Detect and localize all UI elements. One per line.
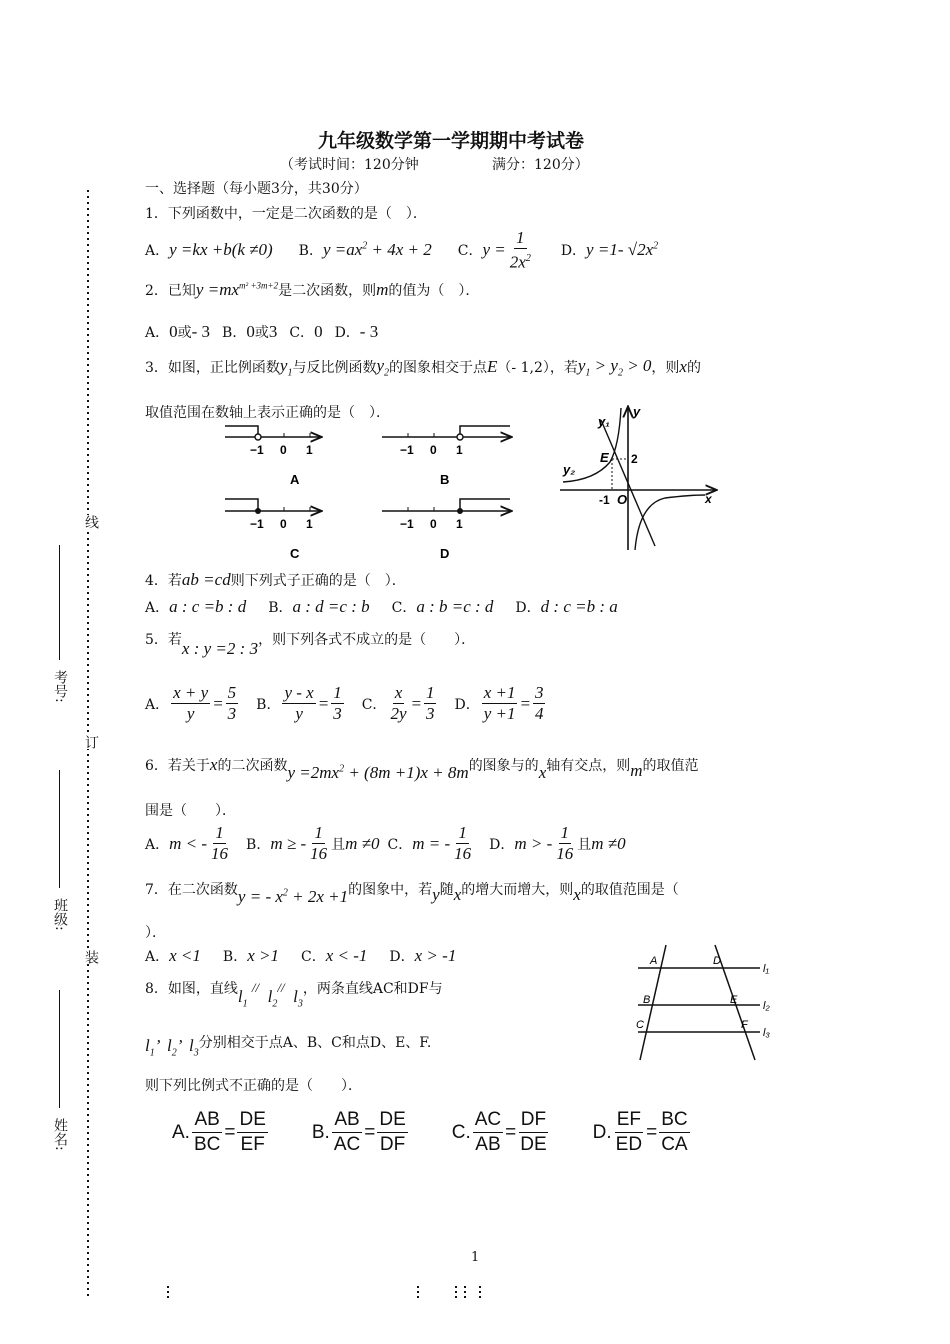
q4-option-c[interactable]: a : b =c : d xyxy=(416,597,494,616)
q6-var-m: m xyxy=(630,761,643,780)
q8-option-d-label: D. xyxy=(592,1121,612,1143)
banji-field[interactable] xyxy=(59,770,60,888)
q2-option-a-label: A． xyxy=(145,325,170,341)
q3-c-tick-1: 1 xyxy=(306,517,313,531)
q3-d-tick-0: 0 xyxy=(430,517,437,531)
q7-options xyxy=(145,946,456,966)
q8-option-c-label: C. xyxy=(451,1121,471,1143)
q3-var-x: x xyxy=(679,357,687,376)
q3-number-line-c[interactable] xyxy=(225,499,320,561)
q6-option-c[interactable]: m = - $\frac{1}{16}$ xyxy=(412,823,472,863)
q6-option-d-label: D． xyxy=(489,836,515,853)
q3-b-tick-1: 1 xyxy=(456,443,463,457)
q5-option-b[interactable]: $\frac{y - x}{y}$ = $\frac{1}{3}$ xyxy=(284,683,342,723)
q3-graph-origin-label: O xyxy=(617,492,628,507)
q4-post: 则下列式子正确的是（ ）． xyxy=(230,573,406,589)
q1-option-c-label: C． xyxy=(457,243,483,259)
q5-option-d[interactable]: $\frac{x +1}{y +1}$ = $\frac{3}{4}$ xyxy=(483,683,544,723)
q8-stem-line3: 则下列比例式不正确的是（ ）． xyxy=(145,1078,362,1094)
q8-label-l3: l₃ xyxy=(763,1027,770,1039)
q8-pre: 8．如图，直线 xyxy=(145,981,238,997)
q2-option-c-label: C． xyxy=(289,325,315,341)
q3-number-line-d[interactable] xyxy=(382,499,510,561)
q4-condition: ab =cd xyxy=(181,570,231,589)
q6-var-x2: x xyxy=(538,763,547,782)
q6-option-b[interactable]: m ≥ - $\frac{1}{16}$ xyxy=(270,823,328,863)
q5-options xyxy=(145,683,547,724)
q8-label-e: E xyxy=(730,994,738,1006)
q7-option-d[interactable]: x > -1 xyxy=(414,946,457,965)
xingming-label: 姓名: xyxy=(52,1118,68,1151)
q1-option-d-label: D． xyxy=(560,243,587,259)
q8-options xyxy=(172,1108,692,1157)
q2-option-a-or: 或 xyxy=(177,325,192,341)
q2-option-d[interactable]: - 3 xyxy=(359,322,379,341)
q8-post: ，两条直线AC和DF与 xyxy=(302,981,443,997)
q8-option-b-label: B. xyxy=(311,1121,330,1143)
q6-option-b-cond: m ≠0 xyxy=(345,833,380,853)
q4-option-b[interactable]: a : d =c : b xyxy=(292,597,370,616)
page-title: 九年级数学第一学期期中考试卷 xyxy=(318,130,585,152)
q1-options xyxy=(145,228,658,272)
q7-var-x: x xyxy=(453,885,462,904)
q5-stem xyxy=(145,622,475,656)
q7-option-c[interactable]: x < -1 xyxy=(325,946,368,965)
q3-graph-neg1-label: -1 xyxy=(599,493,610,507)
q3-number-line-options xyxy=(220,420,530,568)
q2-post: 的值为（ ）． xyxy=(388,283,480,299)
q3-y1: $y_1$ xyxy=(279,355,293,379)
q7-option-d-label: D． xyxy=(389,949,415,965)
q8-label-d: D xyxy=(713,955,721,967)
q3-number-line-b[interactable] xyxy=(382,426,510,487)
q8-label-c: C xyxy=(636,1019,644,1031)
q7-stem xyxy=(145,874,679,904)
q3-b-label: B xyxy=(440,472,450,487)
q1-option-d[interactable]: y =1- $√2x^2$ xyxy=(586,240,659,259)
q2-stem xyxy=(145,280,479,300)
q8-figure xyxy=(630,940,780,1065)
q7-option-b[interactable]: x >1 xyxy=(247,946,279,965)
q3-graph-y1-label: y₁ xyxy=(598,414,610,429)
q7-option-a-label: A． xyxy=(145,949,170,965)
q7-function: y = - $x^2 + 2x +1$ xyxy=(237,887,349,906)
q7-mid3: 的增大而增大，则 xyxy=(461,882,574,898)
q2-option-b[interactable]: 3 xyxy=(268,322,278,341)
q8-label-l1: l₁ xyxy=(763,963,769,975)
q1-option-a[interactable]: y =kx +b(k ≠0) xyxy=(169,240,273,259)
q3-b-tick-neg1: −1 xyxy=(400,443,414,457)
q6-var-x: x xyxy=(209,755,218,774)
q8-label-b: B xyxy=(643,994,651,1006)
q6-option-c-label: C． xyxy=(387,836,413,853)
q1-option-a-label: A． xyxy=(145,243,170,259)
q2-option-b-label: B． xyxy=(222,325,247,341)
q6-option-a[interactable]: m < - $\frac{1}{16}$ xyxy=(169,823,229,863)
q7-option-c-label: C． xyxy=(300,949,326,965)
q4-options xyxy=(145,597,618,617)
exam-score: 满分：120分） xyxy=(492,157,589,173)
q7-post: 的取值范围是（ xyxy=(580,882,679,898)
q7-stem-line2: ）． xyxy=(145,925,166,941)
q8-stem-line2: 分别相交于点A、B、C和点D、E、F. xyxy=(198,1035,432,1051)
q3-post: 的 xyxy=(686,360,701,376)
q8-parallel-lines: $l_1$ // $l_2^{//}$ $l_3$ xyxy=(237,979,303,1010)
bottom-dotted-marks xyxy=(160,1284,500,1304)
q3-stem-line2: 取值范围在数轴上表示正确的是（ ）． xyxy=(145,405,390,421)
q4-pre: 4．若 xyxy=(145,573,182,589)
q3-d-tick-1: 1 xyxy=(456,517,463,531)
q3-d-tick-neg1: −1 xyxy=(400,517,414,531)
kaohao-field[interactable] xyxy=(59,545,60,660)
q3-graph-y-label: y xyxy=(633,404,641,419)
section-heading: 一、选择题（每小题3分，共30分） xyxy=(145,181,368,197)
q4-option-c-label: C． xyxy=(391,600,417,616)
q8-option-b[interactable]: $\frac{AB}{AC}$ = $\frac{DE}{DF}$ xyxy=(333,1109,406,1155)
q1-option-c[interactable]: y = $\frac{1}{2x^2}$ xyxy=(482,227,531,272)
q6-stem xyxy=(145,750,699,780)
kaohao-label: 考号: xyxy=(52,670,68,703)
q3-d-label: D xyxy=(440,546,450,561)
q5-option-d-label: D． xyxy=(454,696,480,713)
q2-option-c[interactable]: 0 xyxy=(314,322,323,341)
q7-option-b-label: B． xyxy=(222,949,248,965)
q2-function: $y =mx^{m^2 +3m+2}$ xyxy=(195,280,279,299)
binding-label-zhuang: 装 xyxy=(83,950,99,964)
q4-option-a[interactable]: a : c =b : d xyxy=(169,597,247,616)
q3-function-graph xyxy=(555,400,725,555)
q7-mid1: 的图象中，若 xyxy=(348,882,433,898)
q3-graph-e-label: E xyxy=(600,450,609,465)
q8-stem xyxy=(145,970,443,1010)
q7-var-x2: x xyxy=(573,885,581,904)
page-number: 1 xyxy=(471,1250,480,1265)
q2-option-d-label: D． xyxy=(334,325,360,341)
q6-function: $y =2mx^2 + (8m +1)x + 8m$ xyxy=(287,763,469,782)
q3-c-tick-neg1: −1 xyxy=(250,517,264,531)
q2-option-b-or: 或 xyxy=(254,325,269,341)
q8-lines-list: $l_1$’ $l_2$’ $l_3$ xyxy=(145,1035,199,1059)
q3-a-tick-1: 1 xyxy=(306,443,313,457)
q8-option-c[interactable]: $\frac{AC}{AB}$ = $\frac{DF}{DE}$ xyxy=(474,1109,547,1155)
q7-var-y: y xyxy=(432,885,440,904)
q2-var-m: m xyxy=(376,280,389,299)
q6-option-a-label: A． xyxy=(145,836,170,853)
q3-a-tick-0: 0 xyxy=(280,443,287,457)
q3-graph-x-label: x xyxy=(705,492,712,506)
q6-mid2: 的图象与的 xyxy=(468,758,539,774)
q8-stem-line2-wrap xyxy=(145,1027,431,1057)
q8-option-a-label: A. xyxy=(172,1121,190,1143)
q4-option-d[interactable]: d : c =b : a xyxy=(540,597,618,616)
q5-option-c[interactable]: $\frac{x}{2y}$ = $\frac{1}{3}$ xyxy=(390,683,435,723)
q7-mid2: 随 xyxy=(439,882,454,898)
xingming-field[interactable] xyxy=(59,990,60,1108)
q6-option-d[interactable]: m > - $\frac{1}{16}$ xyxy=(514,823,574,863)
q3-y2: $y_2$ xyxy=(376,355,390,379)
q6-option-b-label: B． xyxy=(246,836,271,853)
q8-option-a[interactable]: $\frac{AB}{BC}$ = $\frac{DE}{EF}$ xyxy=(193,1109,266,1155)
q7-pre: 7．在二次函数 xyxy=(145,882,238,898)
q4-option-b-label: B． xyxy=(268,600,293,616)
q6-mid1: 的二次函数 xyxy=(217,758,288,774)
q4-option-a-label: A． xyxy=(145,600,170,616)
q3-point-coords: （- 1,2），若 xyxy=(497,360,578,376)
q5-option-a[interactable]: $\frac{x + y}{y}$ = $\frac{5}{3}$ xyxy=(173,683,237,723)
q1-stem: 1．下列函数中，一定是二次函数的是（ ）． xyxy=(145,206,427,222)
q6-mid3: 轴有交点，则 xyxy=(546,758,631,774)
q1-option-b[interactable]: $y =ax^2 + 4x + 2$ xyxy=(322,240,432,259)
q5-option-a-label: A． xyxy=(145,696,170,713)
q8-label-f: F xyxy=(741,1019,748,1031)
q3-stem xyxy=(145,352,701,382)
q6-option-d-cond: m ≠0 xyxy=(591,833,626,853)
q2-pre: 2．已知 xyxy=(145,283,196,299)
q8-option-d[interactable]: $\frac{EF}{ED}$ = $\frac{BC}{CA}$ xyxy=(615,1109,688,1155)
q5-pre: 5．若 xyxy=(145,632,182,648)
q2-mid: 是二次函数，则 xyxy=(278,283,377,299)
q6-options xyxy=(145,823,626,864)
q2-option-a-0: 0 xyxy=(169,322,178,341)
q2-option-b-0: 0 xyxy=(246,322,255,341)
q3-inequality: $y_1 > y_2 > 0$ xyxy=(577,355,652,379)
q6-stem-line2: 围是（ ）． xyxy=(145,803,236,819)
binding-label-xian: 线 xyxy=(83,515,99,529)
q6-option-d-and: 且 xyxy=(577,836,592,853)
q3-graph-2-label: 2 xyxy=(631,452,638,466)
q3-a-tick-neg1: −1 xyxy=(250,443,264,457)
binding-label-ding: 订 xyxy=(83,735,99,749)
exam-time: （考试时间：120分钟 xyxy=(280,157,419,173)
q6-option-b-and: 且 xyxy=(331,836,346,853)
q3-pre: 3．如图，正比例函数 xyxy=(145,360,280,376)
q5-post: ，则下列各式不成立的是（ ）． xyxy=(258,632,476,648)
q2-option-a[interactable]: - 3 xyxy=(191,322,211,341)
q2-options xyxy=(145,322,378,342)
q1-option-b-label: B． xyxy=(298,243,323,259)
q5-option-b-label: B． xyxy=(256,696,281,713)
q4-option-d-label: D． xyxy=(515,600,541,616)
q8-label-l2: l₂ xyxy=(763,1000,770,1012)
q3-mid3: ，则 xyxy=(651,360,680,376)
q6-pre: 6．若关于 xyxy=(145,758,210,774)
q6-post: 的取值范 xyxy=(642,758,699,774)
q5-condition: x : y =2 : 3 xyxy=(181,639,259,658)
banji-label: 班级: xyxy=(52,898,68,931)
q3-a-label: A xyxy=(290,472,300,487)
q3-graph-y2-label: y₂ xyxy=(563,462,576,477)
q5-option-c-label: C． xyxy=(361,696,387,713)
q7-option-a[interactable]: x <1 xyxy=(169,946,201,965)
q3-mid2: 的图象相交于点 xyxy=(389,360,488,376)
q8-label-a: A xyxy=(650,955,658,967)
q3-number-line-a[interactable] xyxy=(225,426,320,487)
q3-c-tick-0: 0 xyxy=(280,517,287,531)
q3-c-label: C xyxy=(290,546,300,561)
q3-point-e: E xyxy=(487,357,498,376)
q3-mid1: 与反比例函数 xyxy=(292,360,377,376)
q3-b-tick-0: 0 xyxy=(430,443,437,457)
q4-stem xyxy=(145,570,406,590)
